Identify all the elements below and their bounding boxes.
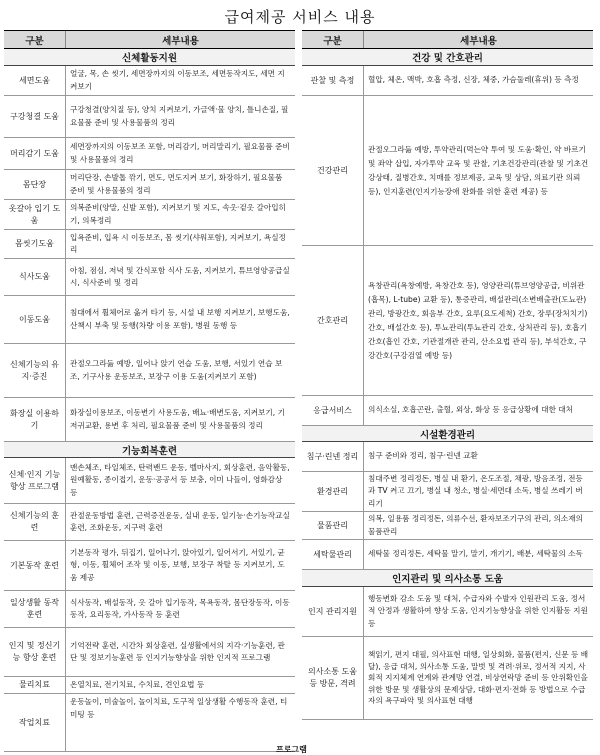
- row-category: 신체기능의 유지·증진: [4, 344, 66, 397]
- table-row: [302, 66, 593, 96]
- row-category: 물품관리: [302, 512, 364, 539]
- row-details: 침대에서 휠체어로 옮겨 타기 등, 시설 내 보행 지켜보기, 보행도움, 산책시 부축 및 동행(차량 이용 포함), 병원 동행 등: [70, 308, 290, 330]
- row-category: 머리감기 도움: [4, 138, 66, 169]
- table-row: [302, 442, 593, 472]
- header-category: 구분: [302, 31, 364, 48]
- row-category: 이동도움: [4, 296, 66, 343]
- table-row: [302, 246, 593, 396]
- row-details: 의식소실, 호흡곤란, 출혈, 외상, 화상 등 응급상황에 대한 대처: [368, 405, 574, 415]
- row-details: 욕창관리(욕창예방, 욕창간호 등), 영양관리(튜브영양공급, 비위관(흡목), L-tube) 교환 등), 통증관리, 배설관리(소변배출관(도뇨관) 관리, 방광간호, 회음부 간호, 요루(요도세척) 간호, 장루(장처치기)간호, 배설간호 등), 투뇨관리(투뇨관리 간호, 상처관리 등), 호흡기간호(흡인 간호, 기관절개관 관리, 산소요법 관리 등), 부석간호, 구강간호(구강검열 예방 등): [368, 280, 588, 360]
- table-row: [4, 296, 295, 344]
- section-title: 시설환경관리: [302, 426, 593, 442]
- row-category: 작업치료: [4, 694, 66, 751]
- row-category: 식사도움: [4, 259, 66, 295]
- footer-fragment: 프로그램: [276, 745, 307, 754]
- table-row: [302, 96, 593, 246]
- row-category: 기본동작 훈련: [4, 541, 66, 590]
- row-details: 혈압, 체온, 맥박, 호흡 측정, 신장, 체중, 가슴둘레(휴위) 등 측정: [368, 75, 579, 85]
- header-details: 세부내용: [162, 35, 199, 47]
- header-category: 구분: [4, 31, 66, 48]
- table-row: [4, 66, 295, 96]
- row-category: 몸단장: [4, 170, 66, 199]
- row-details: 행동변화 감소 도움 및 대처, 수급자와 수발자 인원관리 도움, 정서적 안정과 생활하여 향상 도움, 인지기능향상을 위한 인지활동 지원 등: [368, 593, 588, 628]
- row-details: 침구 준비와 정리, 침구·린넨 교환: [368, 451, 478, 461]
- row-details: 침대주변 정리정돈, 병실 내 환기, 온도조절, 채광, 방음조정, 전등과 TV 켜고 끄기, 병실 내 청소, 병실·세면대 소독, 병실 쓰레기 버리기: [368, 473, 583, 508]
- row-details: 운동놀이, 미술놀이, 놀이치료, 도구적 일상생활 수행동작 훈련, 티미팅 등: [70, 697, 288, 719]
- row-details: 세면장까지의 이동보조 포함, 머리감기, 머리말리기, 필요물품 준비 및 사용물품의 정리: [70, 142, 290, 164]
- table-row: [302, 637, 593, 720]
- row-details: 의복, 일용품 정리정돈, 의류수선, 환자보조기구의 관리, 의소재의 물품관리: [368, 514, 583, 536]
- row-details: 책읽기, 편지 대필, 의사표현 대행, 일상회화, 물품(편지, 신문 등 배달), 응급 대처, 의사소통 도움, 말벗 및 격려·위로, 정서적 지지, 사회적 지지체계 연계와 관계망 연결, 비상연락망 준비 등 안위확인을 위한 방문 및 생활상의 문제상담, 대화·편지·전화 등 방법으로 수급자의 욕구파악 및 의사표현 대행: [368, 650, 589, 706]
- row-category: 인지 및 정신기능 향상 훈련: [4, 628, 66, 676]
- table-row: [4, 458, 295, 504]
- section-title: 신체활동지원: [4, 49, 295, 66]
- row-category: 의사소통 도움 등 방문, 격려: [302, 637, 364, 719]
- section-title: 인지관리 및 의사소통 도움: [302, 570, 593, 587]
- table-row: [4, 138, 295, 170]
- table-row: [4, 591, 295, 628]
- row-category: 신체·인지 기능 향상 프로그램: [4, 458, 66, 503]
- section-title: 기능회복훈련: [4, 442, 295, 458]
- right-table-header: [302, 31, 593, 49]
- row-category: 신체기능의 훈련: [4, 504, 66, 540]
- table-row: [4, 628, 295, 677]
- row-details: 맨손체조, 타일체조, 탄력밴드 운동, 벨마사지, 회상훈련, 음악활동, 원예활동, 종이접기, 운동·공공서 등 보충, 이미 나들이, 영화감상 등: [70, 462, 290, 497]
- row-details: 화장실이용보조, 이동변기 사용도움, 배뇨·배변도움, 지켜보기, 기저귀교환, 용변 후 처리, 필요물품 준비 및 사용물품의 정리: [70, 408, 285, 430]
- table-row: [4, 200, 295, 230]
- right-table: [302, 30, 593, 720]
- table-row: [302, 472, 593, 512]
- header-details: 세부내용: [460, 35, 497, 47]
- row-category: 간호관리: [302, 246, 364, 395]
- row-details: 관절운동방법 훈련, 근력증진운동, 실내 운동, 일기능·손기능작교실훈련, 조화운동, 지구력 훈련: [70, 510, 290, 532]
- row-details: 기본동작 평가, 뒤집기, 일어나기, 앉아있기, 일어서기, 서있기, 균형, 이동, 휠체어 조작 및 이동, 보행, 보장구 착탈 등 지켜보기, 도움 제공: [70, 547, 285, 582]
- row-details: 기억전략 훈련, 시간차 회상훈련, 실생활에서의 지각·기능훈련, 판단 및 정보기능훈련 등 인지기능향상을 위한 인지적 프로그램: [70, 640, 285, 662]
- row-details: 식사동작, 배설동작, 옷 갈아 입기동작, 목욕동작, 몸단장동작, 이동 동작, 요리동작, 가사동작 등 훈련: [70, 597, 290, 619]
- row-details: 아침, 점심, 저녁 및 간식포함 식사 도움, 지켜보기, 튜브영양공급실시, 식사준비 및 정리: [70, 265, 290, 287]
- row-category: 세면도움: [4, 66, 66, 95]
- table-row: [4, 170, 295, 200]
- row-category: 옷갈아 입기 도움: [4, 200, 66, 229]
- page-title: 급여제공 서비스 내용: [224, 8, 376, 26]
- row-category: 관찰 및 측정: [302, 66, 364, 95]
- table-row: [302, 540, 593, 570]
- table-row: [4, 541, 295, 591]
- table-row: [4, 398, 295, 442]
- row-category: 세탁물관리: [302, 540, 364, 569]
- row-details: 관절오그라듦 예방, 투약관리(먹는약 투여 및 도움·확인, 약 바르기 및 좌약 삽입, 자가투약 교육 및 관찰, 기초건강관리(관찰 및 기초건강상태, 질병간호, 치매를 정보제공, 교육 및 상담, 의료기관 의뢰 등), 인지훈련(인지기능장애 완화를 위한 훈련 제공) 등: [368, 144, 589, 196]
- table-row: [4, 96, 295, 138]
- row-details: 얼굴, 목, 손 씻기, 세면장까지의 이동보조, 세면동작지도, 세면 지켜보기: [70, 69, 285, 91]
- left-table: [4, 30, 295, 752]
- row-category: 침구·린넨 정리: [302, 442, 364, 471]
- row-details: 머리단장, 손발톱 깎기, 면도, 면도지켜 보기, 화장하기, 필요물품 준비 및 사용물품의 정리: [70, 173, 283, 195]
- section-title: 건강 및 간호관리: [302, 49, 593, 66]
- table-row: [302, 512, 593, 540]
- table-row: [4, 230, 295, 259]
- table-row: [4, 504, 295, 541]
- row-details: 의복준비(양말, 신발 포함), 지켜보기 및 지도, 속옷·겉옷 갈아입히기, 의복정리: [70, 203, 286, 225]
- table-row: [4, 344, 295, 398]
- row-category: 일상생활 동작훈련: [4, 591, 66, 627]
- table-row: [4, 694, 295, 752]
- table-row: [302, 587, 593, 637]
- row-category: 환경관리: [302, 472, 364, 511]
- row-category: 몸씻기도움: [4, 230, 66, 258]
- row-category: 건강관리: [302, 96, 364, 245]
- row-category: 화장실 이용하기: [4, 398, 66, 441]
- row-category: 물리치료: [4, 677, 66, 693]
- left-table-header: [4, 31, 295, 49]
- row-category: 구강청결 도움: [4, 96, 66, 137]
- table-row: [302, 396, 593, 426]
- row-category: 응급서비스: [302, 396, 364, 425]
- table-row: [4, 677, 295, 694]
- row-details: 관절오그라듦 예방, 일어나 앉기 연습 도움, 보행, 서있기 연습 보조, 기구사용 운동보조, 보장구 이용 도움(지켜보기 포함): [70, 359, 283, 381]
- row-details: 온열치료, 전기치료, 수치료, 견인요법 등: [70, 679, 205, 689]
- row-category: 인지 관리지원: [302, 587, 364, 636]
- row-details: 입욕준비, 입욕 시 이동보조, 몸 씻기(샤워포함), 지켜보기, 욕실정리: [70, 232, 286, 254]
- table-row: [4, 259, 295, 296]
- row-details: 세탁물 정리정돈, 세탁물 말기, 말기, 개기기, 배분, 세탁물의 소독: [368, 549, 583, 559]
- row-details: 구강청결(양치질 등), 양치 지켜보기, 가글액·물 양치, 틀니손질, 필요물품 준비 및 사용물품의 정리: [70, 105, 289, 127]
